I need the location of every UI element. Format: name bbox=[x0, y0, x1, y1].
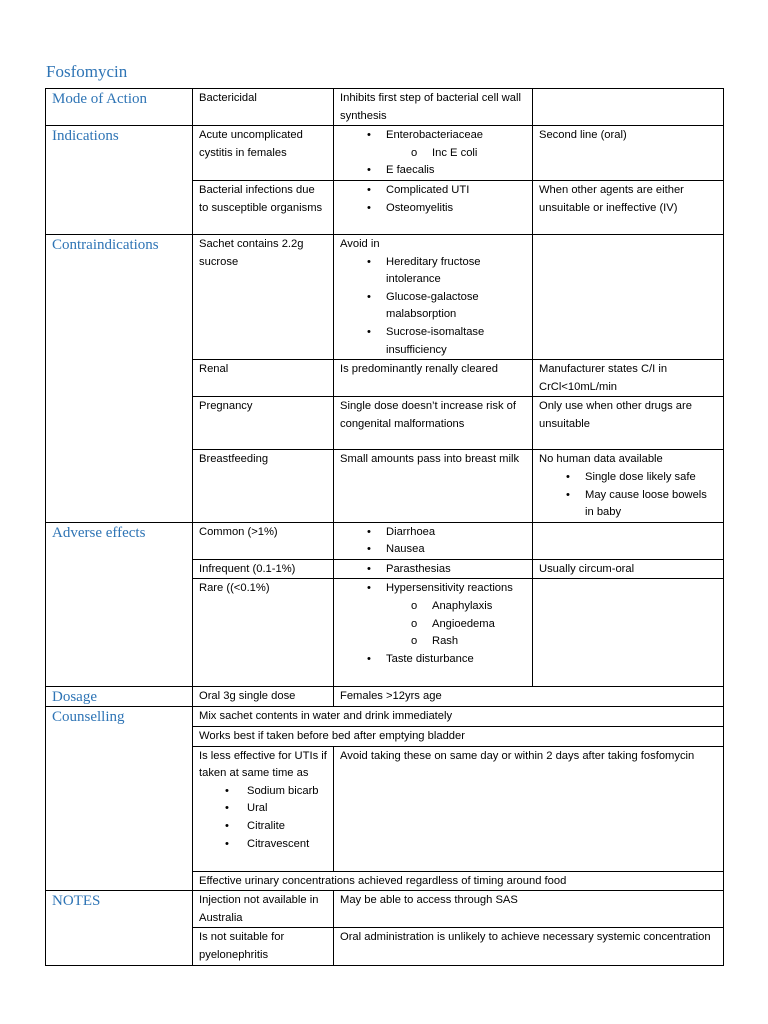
cell: Injection not available in Australia bbox=[193, 891, 334, 928]
bullet-list bbox=[340, 182, 526, 217]
section-indications: Indications bbox=[46, 126, 193, 235]
list-item: • Complicated UTI bbox=[340, 182, 526, 200]
list-item: • Hereditary fructose intolerance bbox=[340, 254, 526, 289]
section-adverse-effects: Adverse effects bbox=[46, 522, 193, 687]
row-dosage bbox=[46, 687, 724, 707]
cell bbox=[334, 180, 533, 234]
cell-intro: No human data available bbox=[539, 453, 663, 466]
cell bbox=[193, 746, 334, 871]
list-item: • Sucrose-isomaltase insufficiency bbox=[340, 324, 526, 359]
cell: Manufacturer states C/I in CrCl<10mL/min bbox=[533, 360, 724, 397]
cell: May be able to access through SAS bbox=[334, 891, 724, 928]
section-notes: NOTES bbox=[46, 891, 193, 965]
section-contraindications: Contraindications bbox=[46, 234, 193, 522]
cell: Acute uncomplicated cystitis in females bbox=[193, 126, 334, 181]
cell: Pregnancy bbox=[193, 397, 334, 450]
cell bbox=[533, 450, 724, 522]
cell-empty bbox=[533, 234, 724, 359]
cell: Second line (oral) bbox=[533, 126, 724, 181]
list-item: • Osteomyelitis bbox=[340, 200, 526, 218]
list-item: o Angioedema bbox=[340, 616, 526, 634]
cell: Females >12yrs age bbox=[334, 687, 724, 707]
row-mode-of-action bbox=[46, 89, 724, 126]
document-title: Fosfomycin bbox=[46, 62, 128, 81]
list-item: • Sodium bicarb bbox=[199, 783, 327, 801]
cell: Bacterial infections due to susceptible organisms bbox=[193, 180, 334, 234]
list-item: • Ural bbox=[199, 800, 327, 818]
cell bbox=[334, 234, 533, 359]
cell-intro: Avoid in bbox=[340, 237, 380, 250]
cell: Bactericidal bbox=[193, 89, 334, 126]
cell: Is not suitable for pyelonephritis bbox=[193, 928, 334, 965]
cell: Inhibits first step of bacterial cell wall synthesis bbox=[334, 89, 533, 126]
list-item: • Taste disturbance bbox=[340, 651, 526, 669]
bullet-list bbox=[539, 469, 717, 522]
list-item: • Parasthesias bbox=[340, 561, 526, 579]
cell: Single dose doesn’t increase risk of congenital malformations bbox=[334, 397, 533, 450]
list-item: • Single dose likely safe bbox=[539, 469, 717, 487]
drug-info-table bbox=[45, 88, 724, 966]
cell: Small amounts pass into breast milk bbox=[334, 450, 533, 522]
row-notes-1 bbox=[46, 891, 724, 928]
list-item: • Hypersensitivity reactions bbox=[340, 580, 526, 598]
section-mode-of-action: Mode of Action bbox=[46, 89, 193, 126]
cell bbox=[334, 522, 533, 559]
list-item: • Enterobacteriaceae bbox=[340, 127, 526, 145]
cell bbox=[334, 559, 533, 579]
cell: Is predominantly renally cleared bbox=[334, 360, 533, 397]
row-indications-1 bbox=[46, 126, 724, 181]
cell: Avoid taking these on same day or within 2 days after taking fosfomycin bbox=[334, 746, 724, 871]
cell bbox=[334, 579, 533, 687]
cell-intro: Is less effective for UTIs if taken at same time as bbox=[199, 749, 327, 780]
list-item: • May cause loose bowels in baby bbox=[539, 487, 717, 522]
cell: Common (>1%) bbox=[193, 522, 334, 559]
list-item: • Citralite bbox=[199, 818, 327, 836]
list-item: • Diarrhoea bbox=[340, 524, 526, 542]
bullet-list bbox=[340, 254, 526, 360]
list-item: o Inc E coli bbox=[340, 145, 526, 163]
cell-empty bbox=[533, 89, 724, 126]
bullet-list bbox=[340, 524, 526, 559]
list-item: o Anaphylaxis bbox=[340, 598, 526, 616]
cell: Usually circum-oral bbox=[533, 559, 724, 579]
row-adverse-1 bbox=[46, 522, 724, 559]
cell: Renal bbox=[193, 360, 334, 397]
cell: Works best if taken before bed after emptying bladder bbox=[193, 727, 724, 747]
cell: Mix sachet contents in water and drink immediately bbox=[193, 707, 724, 727]
cell: Effective urinary concentrations achieved regardless of timing around food bbox=[193, 871, 724, 891]
row-counselling-1 bbox=[46, 707, 724, 727]
bullet-list bbox=[199, 783, 327, 853]
list-item: • Citravescent bbox=[199, 836, 327, 854]
bullet-list bbox=[340, 127, 526, 180]
cell: Infrequent (0.1-1%) bbox=[193, 559, 334, 579]
cell: Oral administration is unlikely to achieve necessary systemic concentration bbox=[334, 928, 724, 965]
list-item: o Rash bbox=[340, 633, 526, 651]
bullet-list bbox=[340, 561, 526, 579]
cell: When other agents are either unsuitable or ineffective (IV) bbox=[533, 180, 724, 234]
list-item: • Nausea bbox=[340, 541, 526, 559]
bullet-list bbox=[340, 580, 526, 668]
cell-empty bbox=[533, 579, 724, 687]
cell: Breastfeeding bbox=[193, 450, 334, 522]
section-dosage: Dosage bbox=[46, 687, 193, 707]
row-contraindications-1 bbox=[46, 234, 724, 359]
cell bbox=[334, 126, 533, 181]
section-counselling: Counselling bbox=[46, 707, 193, 891]
cell: Rare ((<0.1%) bbox=[193, 579, 334, 687]
cell-empty bbox=[533, 522, 724, 559]
cell: Sachet contains 2.2g sucrose bbox=[193, 234, 334, 359]
list-item: • Glucose-galactose malabsorption bbox=[340, 289, 526, 324]
cell: Oral 3g single dose bbox=[193, 687, 334, 707]
list-item: • E faecalis bbox=[340, 162, 526, 180]
cell: Only use when other drugs are unsuitable bbox=[533, 397, 724, 450]
